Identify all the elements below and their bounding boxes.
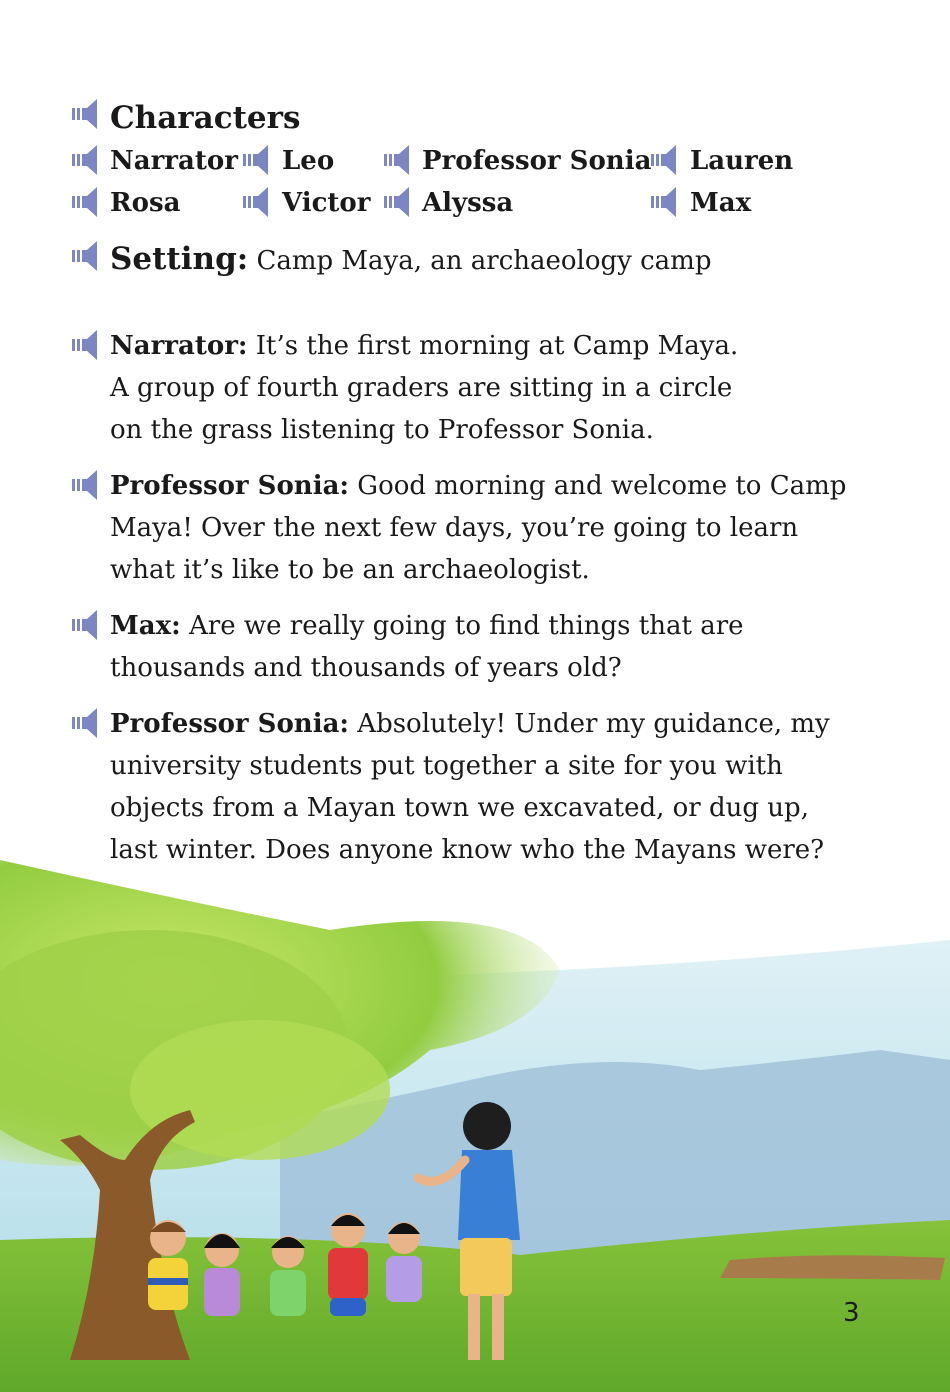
character-name: Lauren (690, 146, 794, 176)
character-name: Leo (282, 146, 335, 176)
speaker-name: Professor Sonia: (110, 471, 350, 501)
speaker-name: Max: (110, 611, 181, 641)
setting-label: Setting: (110, 241, 249, 277)
speaker-name: Narrator: (110, 331, 248, 361)
speaker-icon[interactable] (72, 145, 98, 175)
dialogue-text: Good morning and welcome to Camp (349, 471, 847, 501)
dialogue-text: Are we really going to find things that are (180, 611, 744, 641)
dialogue-text: Maya! Over the next few days, you’re going to learn (110, 513, 799, 543)
setting-line (110, 238, 711, 282)
dialogue-text: Absolutely! Under my guidance, my (349, 709, 830, 739)
character-name: Victor (282, 188, 371, 218)
dig-site (720, 1255, 945, 1280)
dialogue-text: A group of fourth graders are sitting in a circle (110, 373, 733, 403)
speaker-icon[interactable] (72, 708, 98, 738)
speaker-icon[interactable] (72, 470, 98, 500)
character-name: Rosa (110, 188, 181, 218)
dialogue-text: on the grass listening to Professor Sonia. (110, 415, 654, 445)
character-name: Max (690, 188, 752, 218)
page-number: 3 (843, 1298, 860, 1328)
speaker-icon[interactable] (72, 187, 98, 217)
camp-illustration (0, 860, 950, 1392)
speaker-icon[interactable] (384, 187, 410, 217)
characters-heading: Characters (110, 100, 301, 136)
dialogue-text: thousands and thousands of years old? (110, 653, 622, 683)
dialogue-text: last winter. Does anyone know who the Mayans were? (110, 835, 825, 865)
dialogue-paragraph (110, 703, 850, 871)
speaker-icon[interactable] (243, 145, 269, 175)
setting-text: Camp Maya, an archaeology camp (248, 246, 712, 276)
speaker-icon[interactable] (243, 187, 269, 217)
speaker-icon[interactable] (651, 187, 677, 217)
dialogue-paragraph (110, 465, 850, 591)
speaker-icon[interactable] (72, 610, 98, 640)
speaker-icon[interactable] (72, 241, 98, 271)
speaker-icon[interactable] (72, 99, 98, 129)
character-name: Alyssa (422, 188, 514, 218)
dialogue-text: what it’s like to be an archaeologist. (110, 555, 590, 585)
character-name: Professor Sonia (422, 146, 652, 176)
dialogue-paragraph (110, 605, 850, 689)
dialogue-text: It’s the first morning at Camp Maya. (247, 331, 739, 361)
character-name: Narrator (110, 146, 238, 176)
speaker-icon[interactable] (384, 145, 410, 175)
dialogue-text: objects from a Mayan town we excavated, or dug up, (110, 793, 809, 823)
speaker-icon[interactable] (651, 145, 677, 175)
speaker-icon[interactable] (72, 330, 98, 360)
dialogue-text: university students put together a site for you with (110, 751, 783, 781)
speaker-name: Professor Sonia: (110, 709, 350, 739)
dialogue-paragraph (110, 325, 850, 451)
